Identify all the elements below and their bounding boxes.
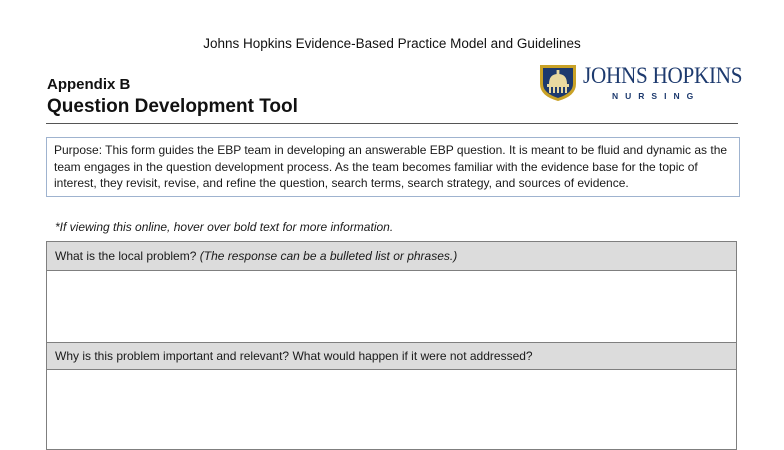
purpose-text: Purpose: This form guides the EBP team in developing an answerable EBP question. It is meant to be fluid and dynamic as the team engages in the question development process. As the team becomes familiar with the evidence base for the topic of interest, they revisit, revise, and refine the question, search terms, search strategy, and sources of evidence. [54,143,728,190]
title-divider [46,123,738,124]
question-header-importance [46,343,737,370]
appendix-label: Appendix B [47,76,131,93]
question-table [46,241,737,450]
question-prompt: Why is this problem important and relevant? What would happen if it were not addressed? [55,349,533,363]
question-hint: (The response can be a bulleted list or phrases.) [199,249,458,263]
purpose-box [46,137,740,197]
answer-field-local-problem[interactable] [46,271,737,343]
question-header-local-problem [46,241,737,271]
answer-field-importance[interactable] [46,370,737,450]
dome-seal-icon [538,62,578,102]
document-header: Johns Hopkins Evidence-Based Practice Model and Guidelines [203,36,581,51]
logo-subtitle: NURSING [612,91,701,101]
logo-wordmark: JOHNS HOPKINS [583,63,743,88]
question-prompt: What is the local problem? [55,249,197,263]
page-title: Question Development Tool [47,96,298,117]
hover-note: *If viewing this online, hover over bold text for more information. [55,220,394,234]
johns-hopkins-nursing-logo [538,62,743,104]
